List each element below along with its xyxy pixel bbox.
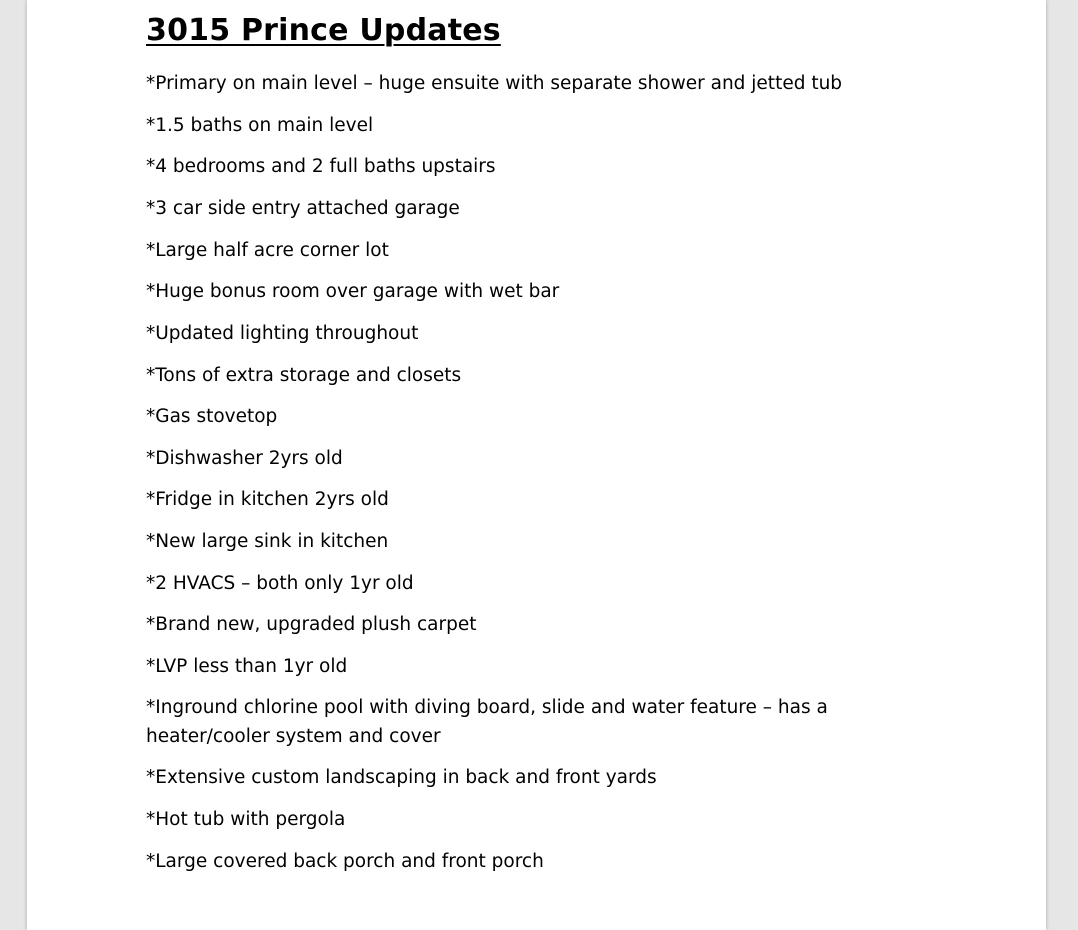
document-page <box>27 0 1046 930</box>
list-item: *Inground chlorine pool with diving board, slide and water feature – has a heater/cooler system and cover <box>146 697 828 747</box>
list-item: *Tons of extra storage and closets <box>146 365 462 386</box>
list-item: *2 HVACS – both only 1yr old <box>146 573 414 594</box>
list-item: *Extensive custom landscaping in back and front yards <box>146 767 657 788</box>
list-item: *New large sink in kitchen <box>146 531 389 552</box>
list-item: *Huge bonus room over garage with wet bar <box>146 281 560 302</box>
list-item: *Gas stovetop <box>146 406 278 427</box>
list-item: *Hot tub with pergola <box>146 809 346 830</box>
list-item: *Large half acre corner lot <box>146 240 389 261</box>
list-item: *LVP less than 1yr old <box>146 656 348 677</box>
list-item: *Fridge in kitchen 2yrs old <box>146 489 389 510</box>
list-item: *Updated lighting throughout <box>146 323 419 344</box>
list-item: *Brand new, upgraded plush carpet <box>146 614 477 635</box>
list-item: *1.5 baths on main level <box>146 115 374 136</box>
list-item: *4 bedrooms and 2 full baths upstairs <box>146 156 496 177</box>
list-item: *Dishwasher 2yrs old <box>146 448 343 469</box>
list-item: *3 car side entry attached garage <box>146 198 460 219</box>
list-item: *Large covered back porch and front porch <box>146 851 544 872</box>
document-title: 3015 Prince Updates <box>146 13 501 48</box>
document-content <box>146 0 906 872</box>
list-item: *Primary on main level – huge ensuite with separate shower and jetted tub <box>146 73 843 94</box>
